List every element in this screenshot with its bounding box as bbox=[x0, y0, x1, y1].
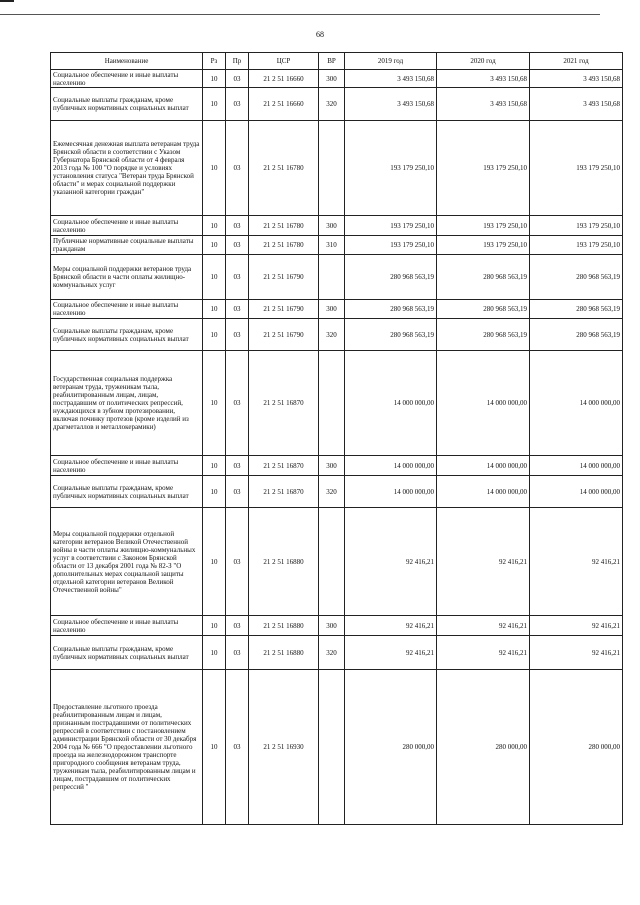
header-2019: 2019 год bbox=[345, 53, 437, 70]
row-2019: 280 968 563,19 bbox=[345, 300, 437, 319]
row-pr: 03 bbox=[226, 616, 249, 636]
row-pr: 03 bbox=[226, 121, 249, 216]
page-number: 68 bbox=[316, 30, 324, 39]
row-vr: 300 bbox=[319, 616, 345, 636]
row-2020: 3 493 150,68 bbox=[437, 70, 530, 88]
table-row bbox=[51, 456, 623, 476]
row-vr bbox=[319, 121, 345, 216]
row-csr: 21 2 51 16870 bbox=[249, 351, 319, 456]
row-2021: 193 179 250,10 bbox=[530, 121, 623, 216]
row-rz: 10 bbox=[203, 456, 226, 476]
row-name: Социальные выплаты гражданам, кроме публичных нормативных социальных выплат bbox=[51, 88, 203, 121]
table-row bbox=[51, 121, 623, 216]
row-name: Социальное обеспечение и иные выплаты населению bbox=[51, 70, 203, 88]
row-rz: 10 bbox=[203, 319, 226, 351]
row-csr: 21 2 51 16880 bbox=[249, 636, 319, 670]
row-csr: 21 2 51 16870 bbox=[249, 456, 319, 476]
row-2019: 14 000 000,00 bbox=[345, 456, 437, 476]
row-vr: 300 bbox=[319, 456, 345, 476]
row-name: Социальное обеспечение и иные выплаты населению bbox=[51, 300, 203, 319]
row-pr: 03 bbox=[226, 670, 249, 825]
row-csr: 21 2 51 16790 bbox=[249, 255, 319, 300]
row-pr: 03 bbox=[226, 456, 249, 476]
row-rz: 10 bbox=[203, 236, 226, 255]
row-pr: 03 bbox=[226, 636, 249, 670]
row-csr: 21 2 51 16790 bbox=[249, 300, 319, 319]
row-2019: 3 493 150,68 bbox=[345, 88, 437, 121]
row-name: Социальные выплаты гражданам, кроме публичных нормативных социальных выплат bbox=[51, 319, 203, 351]
row-2021: 3 493 150,68 bbox=[530, 70, 623, 88]
row-2020: 92 416,21 bbox=[437, 616, 530, 636]
row-rz: 10 bbox=[203, 636, 226, 670]
header-2020: 2020 год bbox=[437, 53, 530, 70]
row-rz: 10 bbox=[203, 216, 226, 236]
row-name: Социальное обеспечение и иные выплаты населению bbox=[51, 216, 203, 236]
row-2019: 92 416,21 bbox=[345, 616, 437, 636]
row-pr: 03 bbox=[226, 216, 249, 236]
row-2019: 14 000 000,00 bbox=[345, 351, 437, 456]
row-csr: 21 2 51 16660 bbox=[249, 88, 319, 121]
row-2019: 193 179 250,10 bbox=[345, 121, 437, 216]
row-vr bbox=[319, 670, 345, 825]
row-csr: 21 2 51 16870 bbox=[249, 476, 319, 508]
row-2021: 3 493 150,68 bbox=[530, 88, 623, 121]
row-2019: 14 000 000,00 bbox=[345, 476, 437, 508]
row-2021: 193 179 250,10 bbox=[530, 216, 623, 236]
row-csr: 21 2 51 16780 bbox=[249, 121, 319, 216]
row-vr: 320 bbox=[319, 319, 345, 351]
row-pr: 03 bbox=[226, 236, 249, 255]
row-2020: 14 000 000,00 bbox=[437, 351, 530, 456]
table-row bbox=[51, 351, 623, 456]
row-2020: 280 968 563,19 bbox=[437, 319, 530, 351]
row-name: Социальные выплаты гражданам, кроме публичных нормативных социальных выплат bbox=[51, 636, 203, 670]
scan-edge-line bbox=[0, 14, 600, 15]
table-row bbox=[51, 216, 623, 236]
table-row bbox=[51, 670, 623, 825]
header-rz: Рз bbox=[203, 53, 226, 70]
row-2021: 280 000,00 bbox=[530, 670, 623, 825]
row-pr: 03 bbox=[226, 300, 249, 319]
row-vr: 320 bbox=[319, 636, 345, 670]
row-pr: 03 bbox=[226, 476, 249, 508]
header-csr: ЦСР bbox=[249, 53, 319, 70]
table-row bbox=[51, 300, 623, 319]
table-row bbox=[51, 319, 623, 351]
row-name: Меры социальной поддержки отдельной категории ветеранов Великой Отечественной войны в части оплаты жилищно-коммунальных услуг в соответствии с Законом Брянской области от 13 декабря 2001 года № 82-З "О дополнительных мерах социальной защиты отдельной категории ветеранов Великой Отечественной войны" bbox=[51, 508, 203, 616]
table-row bbox=[51, 476, 623, 508]
table-row bbox=[51, 255, 623, 300]
row-2019: 193 179 250,10 bbox=[345, 216, 437, 236]
row-2019: 92 416,21 bbox=[345, 636, 437, 670]
row-csr: 21 2 51 16880 bbox=[249, 508, 319, 616]
header-2021: 2021 год bbox=[530, 53, 623, 70]
row-2021: 193 179 250,10 bbox=[530, 236, 623, 255]
row-2020: 92 416,21 bbox=[437, 508, 530, 616]
row-rz: 10 bbox=[203, 121, 226, 216]
row-2019: 193 179 250,10 bbox=[345, 236, 437, 255]
row-2020: 280 000,00 bbox=[437, 670, 530, 825]
row-2020: 92 416,21 bbox=[437, 636, 530, 670]
row-2021: 14 000 000,00 bbox=[530, 456, 623, 476]
row-csr: 21 2 51 16880 bbox=[249, 616, 319, 636]
table-row bbox=[51, 636, 623, 670]
row-2020: 193 179 250,10 bbox=[437, 236, 530, 255]
row-rz: 10 bbox=[203, 255, 226, 300]
row-2021: 280 968 563,19 bbox=[530, 255, 623, 300]
row-2019: 3 493 150,68 bbox=[345, 70, 437, 88]
row-name: Меры социальной поддержки ветеранов труда Брянской области в части оплаты жилищно-коммунальных услуг bbox=[51, 255, 203, 300]
header-name: Наименование bbox=[51, 53, 203, 70]
row-name: Социальные выплаты гражданам, кроме публичных нормативных социальных выплат bbox=[51, 476, 203, 508]
row-2020: 193 179 250,10 bbox=[437, 121, 530, 216]
row-2021: 14 000 000,00 bbox=[530, 351, 623, 456]
row-csr: 21 2 51 16660 bbox=[249, 70, 319, 88]
row-vr: 300 bbox=[319, 70, 345, 88]
scan-mark bbox=[0, 0, 14, 2]
budget-table bbox=[50, 52, 623, 825]
table-row bbox=[51, 616, 623, 636]
row-2021: 280 968 563,19 bbox=[530, 300, 623, 319]
row-pr: 03 bbox=[226, 88, 249, 121]
row-2019: 280 968 563,19 bbox=[345, 255, 437, 300]
row-rz: 10 bbox=[203, 670, 226, 825]
row-2021: 14 000 000,00 bbox=[530, 476, 623, 508]
table-row bbox=[51, 236, 623, 255]
row-pr: 03 bbox=[226, 70, 249, 88]
table-row bbox=[51, 70, 623, 88]
row-csr: 21 2 51 16780 bbox=[249, 236, 319, 255]
row-name: Государственная социальная поддержка ветеранам труда, труженикам тыла, реабилитированным лицам, лицам, пострадавшим от политических репрессий, нуждающихся в зубном протезировании, включая починку протезов (кроме изделий из драгметаллов и металлокерамики) bbox=[51, 351, 203, 456]
row-csr: 21 2 51 16780 bbox=[249, 216, 319, 236]
row-2021: 92 416,21 bbox=[530, 616, 623, 636]
row-vr bbox=[319, 351, 345, 456]
row-pr: 03 bbox=[226, 319, 249, 351]
table-row bbox=[51, 508, 623, 616]
row-2021: 92 416,21 bbox=[530, 636, 623, 670]
row-rz: 10 bbox=[203, 508, 226, 616]
row-name: Публичные нормативные социальные выплаты гражданам bbox=[51, 236, 203, 255]
row-vr bbox=[319, 255, 345, 300]
row-name: Предоставление льготного проезда реабилитированным лицам и лицам, признанным пострадавшими от политических репрессий в соответствии с постановлением администрации Брянской области от 30 декабря 2004 года № 666 "О предоставлении льготного проезда на железнодорожном транспорте пригородного сообщения ветеранам труда, труженикам тыла, реабилитированным лицам и лицам, пострадавшим от политических репрессий " bbox=[51, 670, 203, 825]
row-pr: 03 bbox=[226, 508, 249, 616]
header-vr: ВР bbox=[319, 53, 345, 70]
row-rz: 10 bbox=[203, 616, 226, 636]
table-header-row bbox=[51, 53, 623, 70]
row-pr: 03 bbox=[226, 351, 249, 456]
row-rz: 10 bbox=[203, 476, 226, 508]
row-2020: 14 000 000,00 bbox=[437, 476, 530, 508]
row-vr: 300 bbox=[319, 216, 345, 236]
row-2020: 14 000 000,00 bbox=[437, 456, 530, 476]
table-row bbox=[51, 88, 623, 121]
row-2021: 280 968 563,19 bbox=[530, 319, 623, 351]
row-2020: 3 493 150,68 bbox=[437, 88, 530, 121]
row-name: Социальное обеспечение и иные выплаты населению bbox=[51, 456, 203, 476]
row-2020: 280 968 563,19 bbox=[437, 255, 530, 300]
row-vr bbox=[319, 508, 345, 616]
row-2019: 280 968 563,19 bbox=[345, 319, 437, 351]
row-2019: 280 000,00 bbox=[345, 670, 437, 825]
row-2020: 280 968 563,19 bbox=[437, 300, 530, 319]
row-vr: 320 bbox=[319, 476, 345, 508]
row-2020: 193 179 250,10 bbox=[437, 216, 530, 236]
row-rz: 10 bbox=[203, 70, 226, 88]
row-rz: 10 bbox=[203, 300, 226, 319]
row-name: Социальное обеспечение и иные выплаты населению bbox=[51, 616, 203, 636]
row-vr: 320 bbox=[319, 88, 345, 121]
row-csr: 21 2 51 16930 bbox=[249, 670, 319, 825]
row-2019: 92 416,21 bbox=[345, 508, 437, 616]
row-rz: 10 bbox=[203, 88, 226, 121]
row-rz: 10 bbox=[203, 351, 226, 456]
row-vr: 310 bbox=[319, 236, 345, 255]
row-2021: 92 416,21 bbox=[530, 508, 623, 616]
row-csr: 21 2 51 16790 bbox=[249, 319, 319, 351]
row-vr: 300 bbox=[319, 300, 345, 319]
row-name: Ежемесячная денежная выплата ветеранам труда Брянской области в соответствии с Указом Губернатора Брянской области от 4 февраля 2013 года № 100 "О порядке и условиях установления статуса "Ветеран труда Брянской области" и мерах социальной поддержки указанной категории граждан" bbox=[51, 121, 203, 216]
header-pr: Пр bbox=[226, 53, 249, 70]
row-pr: 03 bbox=[226, 255, 249, 300]
